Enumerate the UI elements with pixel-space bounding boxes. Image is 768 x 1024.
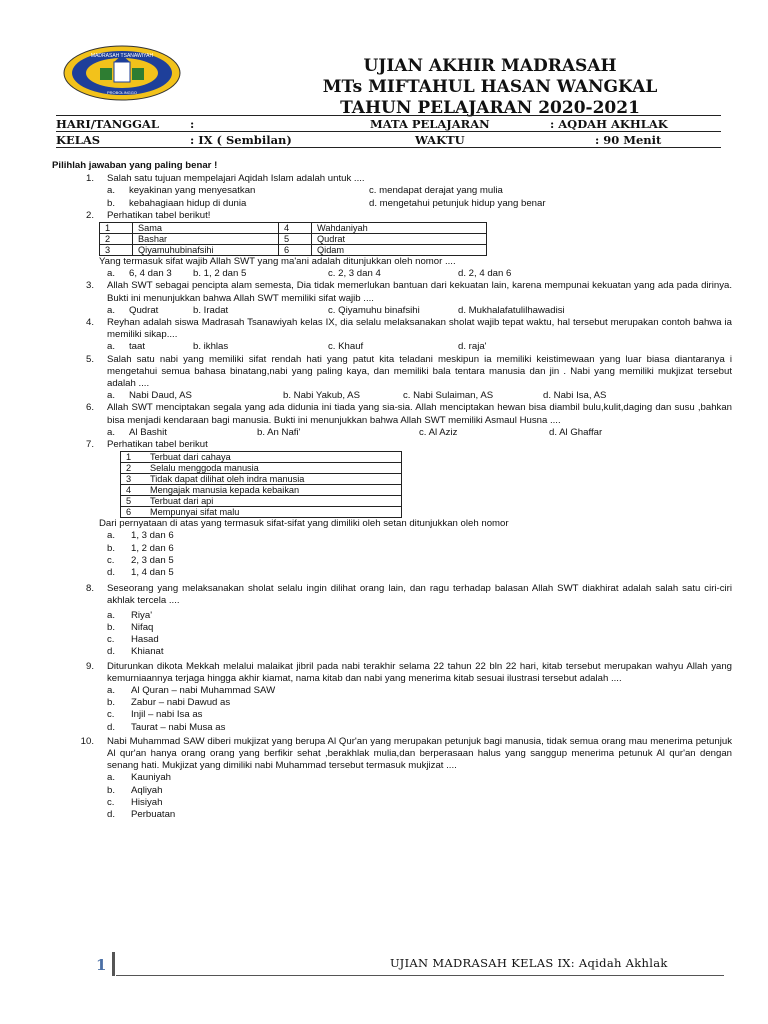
option-d: d. Perbuatan [107,808,176,820]
question-number: 5. [85,353,94,365]
option-d: d. raja' [458,341,487,353]
header-rule-top [56,115,721,116]
question-text: Seseorang yang melaksanakan sholat selalu ingin dilihat orang lain, dan ragu terhadap balasan Allah SWT diakhirat adalah salah satu ciri-ciri akhlak tercela .... [107,583,732,607]
option-a: a. keyakinan yang menyesatkan [107,185,256,197]
option-b: b. Zabur – nabi Dawud as [107,697,231,709]
question-number: 6. [85,402,94,414]
table-row: 1 Sama 4 Wahdaniyah [100,223,487,234]
academic-year: TAHUN PELAJARAN 2020-2021 [340,98,640,118]
option-b: b. 1, 2 dan 5 [193,268,247,280]
page-number: 1 [96,956,107,974]
question-number: 10. [80,735,94,747]
options-row [107,198,732,210]
question-2 [52,210,732,222]
options-row [107,427,732,439]
question-number: 8. [85,583,94,595]
statements-table [120,451,402,518]
option-b: b. Nifaq [107,621,154,633]
kelas-value: : IX ( Sembilan) [190,133,292,147]
question-4 [52,317,732,341]
option-c: c. 2, 3 dan 4 [328,268,381,280]
option-a: a. taat [107,341,146,353]
school-name: MTs MIFTAHUL HASAN WANGKAL [322,77,658,97]
mata-pelajaran-value: : AQDAH AKHLAK [550,117,668,131]
madrasah-logo [62,44,182,102]
question-8 [52,583,732,607]
option-c: c. Khauf [328,341,364,353]
question-text: Allah SWT sebagai pencipta alam semesta, Dia tidak memerlukan bantuan dari kekuatan lain, karena mempunai kekuatan yang ada pada dirinya. Bukti ini menunjukkan bahwa Allah SWT memiliki sifat wajib .... [107,280,732,304]
question-3 [52,280,732,304]
question-9 [52,661,732,685]
options-row [107,268,732,280]
option-c: c. mendapat derajat yang mulia [369,185,503,197]
question-list [52,160,732,821]
question-text: Reyhan adalah siswa Madrasah Tsanawiyah kelas IX, dia selalu melaksanakan sholat wajib tepat waktu, hal tersebut merupakan contoh bahwa ia memiliki sikap.... [107,317,732,341]
option-a: a. Al Quran – nabi Muhammad SAW [107,684,276,696]
header-rule-bottom [56,147,721,148]
option-b: b. Iradat [193,304,229,316]
question-number: 7. [85,439,94,451]
question-number: 1. [85,173,94,185]
question-text: Perhatikan tabel berikut! [107,209,211,221]
instruction: Pilihlah jawaban yang paling benar ! [52,160,218,171]
option-a: a. Nabi Daud, AS [107,390,192,402]
option-d: d. Taurat – nabi Musa as [107,721,226,733]
question-7 [52,439,732,451]
option-c: c. Hasad [107,634,159,646]
logo-subtext: PROBOLINGGO [106,90,138,95]
exam-title: UJIAN AKHIR MADRASAH [363,56,617,76]
option-d: d. Nabi Isa, AS [543,390,607,402]
option-d: d. Mukhalafatulilhawadisi [458,304,565,316]
question-text: Salah satu nabi yang memiliki sifat rendah hati yang patut kita teladani meskipun ia memiliki keistimewaan yang luar biasa diantaranya i mengetahui semua bahasa binatang,nabi yang paling kaya, dan memiliki bala tentara manusia dan jin . Nabi yang memiliki mukjizat tersebut adalah .... [107,353,732,390]
table-row: 4 Mengajak manusia kepada kebaikan [121,485,402,496]
question-number: 3. [85,280,94,292]
table-row: 2 Bashar 5 Qudrat [100,234,487,245]
option-b: b. Aqliyah [107,784,163,796]
header-rule-middle [56,131,721,132]
footer-divider [112,952,115,976]
question-text: Diturunkan dikota Mekkah melalui malaikat jibril pada nabi terakhir selama 22 tahun 22 bln 22 hari, kitab tersebut merupakan wahyu Allah yang kemurniaannya terjaga hingga akhir kiamat, nama kitab dan nabi yang menerima kitab sesuai ilustrasi tersebut adalah .... [107,660,732,684]
option-c: c. Qiyamuhu binafsihi [328,304,420,316]
table-row: 2 Selalu menggoda manusia [121,463,402,474]
option-b: b. kebahagiaan hidup di dunia [107,197,247,209]
option-d: d. 2, 4 dan 6 [458,268,512,280]
table-row: 3 Qiyamuhubinafsihi 6 Qidam [100,245,487,256]
option-a: a. Kauniyah [107,772,172,784]
hari-tanggal-colon: : [190,117,195,131]
question-text: Allah SWT menciptakan segala yang ada didunia ini tiada yang sia-sia. Allah menciptakan hewan bisa diambil bulu,kulit,daging dan susu ,bahkan bisa menjadi kendaraan bagi manusia. Bukti ini menunjukkan bahwa Allah SWT memiliki Asmaul Husna .... [107,402,732,426]
logo-text: MADRASAH TSANAWIYAH [90,53,154,59]
waktu-label: WAKTU [415,133,465,147]
option-d: d. mengetahui petunjuk hidup yang benar [369,197,546,209]
question-10 [52,736,732,773]
option-a: a. Al Bashit [107,426,167,438]
question-text: Perhatikan tabel berikut [107,439,208,451]
question-6 [52,402,732,426]
question-1 [52,173,732,185]
table-row: 6 Mempunyai sifat malu [121,507,402,518]
option-a: a. 6, 4 dan 3 [107,268,172,280]
question-followup: Dari pernyataan di atas yang termasuk sifat-sifat yang dimiliki oleh setan ditunjukkan oleh nomor [99,518,509,530]
options-row [107,305,732,317]
footer-text: UJIAN MADRASAH KELAS IX: Aqidah Akhlak [390,956,668,970]
question-number: 4. [85,317,94,329]
option-c: c. Nabi Sulaiman, AS [403,390,494,402]
footer-rule [116,975,724,976]
table-row: 5 Terbuat dari api [121,496,402,507]
option-c: c. Injil – nabi Isa as [107,709,203,721]
options-row [107,341,732,353]
option-a: a. 1, 3 dan 6 [107,530,174,542]
table-row: 3 Tidak dapat dilihat oleh indra manusia [121,474,402,485]
question-number: 9. [85,660,94,672]
hari-tanggal-label: HARI/TANGGAL [56,117,159,131]
question-followup: Yang termasuk sifat wajib Allah SWT yang ma'ani adalah ditunjukkan oleh nomor .... [99,256,456,268]
option-d: d. Al Ghaffar [549,426,603,438]
waktu-value: : 90 Menit [595,133,662,147]
options-row [107,185,732,197]
exam-header [0,0,768,160]
option-b: b. Nabi Yakub, AS [283,390,360,402]
kelas-label: KELAS [56,133,101,147]
option-a: a. Riya' [107,609,153,621]
option-c: c. Hisiyah [107,796,163,808]
question-text: Nabi Muhammad SAW diberi mukjizat yang berupa Al Qur'an yang merupakan petunjuk bagi manusia, tidak semua orang mau menerima petunjuk Al qur'an hanya orang orang yang berfikir sehat ,berakhlak mulia,dan berperasaan halus yang sanggup menerima petunuk Al qur'an dengan senang hati. Mukjizat yang dimiliki nabi Muhammad tersebut termasuk mukjizat .... [107,735,732,772]
attributes-table [99,222,487,256]
option-c: c. Al Aziz [419,426,458,438]
options-row [107,390,732,402]
question-5 [52,354,732,391]
question-text: Salah satu tujuan mempelajari Aqidah Islam adalah untuk .... [107,173,365,185]
option-b: b. ikhlas [193,341,229,353]
mata-pelajaran-label: MATA PELAJARAN [370,117,490,131]
option-a: a. Qudrat [107,304,159,316]
option-d: d. Khianat [107,646,164,658]
option-b: b. 1, 2 dan 6 [107,542,174,554]
table-row: 1 Terbuat dari cahaya [121,452,402,463]
option-c: c. 2, 3 dan 5 [107,554,174,566]
option-b: b. An Nafi' [257,426,301,438]
option-d: d. 1, 4 dan 5 [107,567,174,579]
question-number: 2. [85,209,94,221]
